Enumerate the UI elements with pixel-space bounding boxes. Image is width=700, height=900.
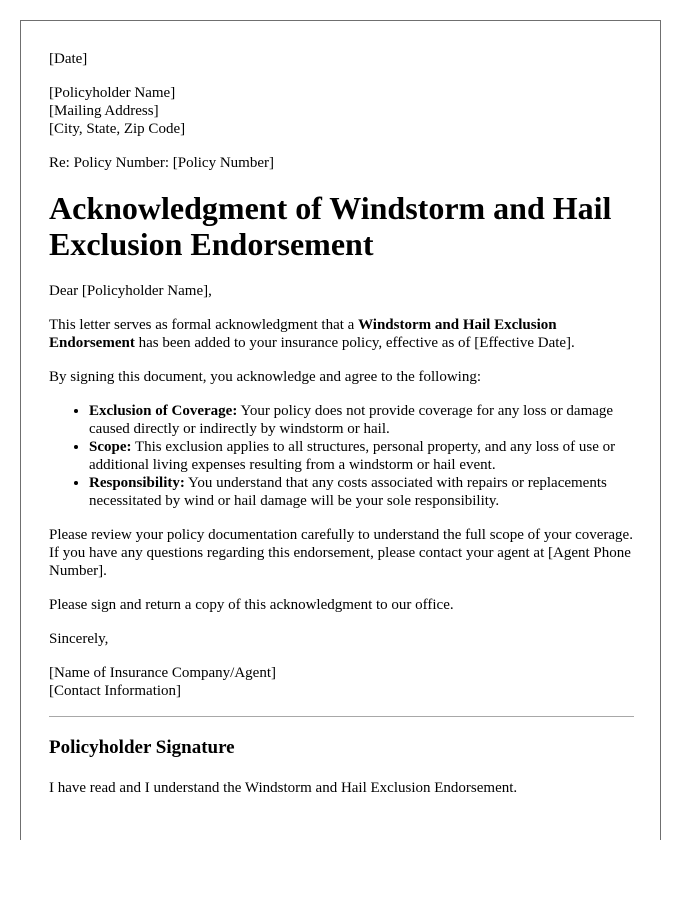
intro-paragraph xyxy=(49,316,634,352)
term-text: This exclusion applies to all structures, personal property, and any loss of use or additional living expenses resulting from a windstorm or hail event. xyxy=(89,439,616,473)
terms-list xyxy=(49,402,634,510)
section-divider xyxy=(49,716,634,717)
term-text: Your policy does not provide coverage for any loss or damage caused directly or indirectly by windstorm or hail. xyxy=(89,403,614,437)
term-label: Exclusion of Coverage: xyxy=(89,403,238,419)
sender-name: [Name of Insurance Company/Agent] xyxy=(49,665,277,681)
review-paragraph: Please review your policy documentation carefully to understand the full scope of your coverage. If you have any questions regarding this endorsement, please contact your agent at [Agent Phone Number]. xyxy=(49,527,633,579)
sender-block xyxy=(49,664,634,700)
acknowledgment-lead: By signing this document, you acknowledge and agree to the following: xyxy=(49,369,481,385)
letter-page xyxy=(20,20,661,840)
signature-statement: I have read and I understand the Windstorm and Hail Exclusion Endorsement. xyxy=(49,780,518,796)
letter-closing: Sincerely, xyxy=(49,631,109,647)
recipient-name: [Policyholder Name] xyxy=(49,85,176,101)
term-text: You understand that any costs associated with repairs or replacements necessitated by wind or hail damage will be your sole responsibility. xyxy=(89,475,607,509)
policy-reference-line: Re: Policy Number: [Policy Number] xyxy=(49,155,274,171)
letter-greeting: Dear [Policyholder Name], xyxy=(49,283,212,299)
sender-contact: [Contact Information] xyxy=(49,683,182,699)
term-label: Responsibility: xyxy=(89,475,185,491)
recipient-mailing-address: [Mailing Address] xyxy=(49,103,159,119)
return-instruction: Please sign and return a copy of this acknowledgment to our office. xyxy=(49,597,454,613)
letter-content xyxy=(49,50,634,797)
recipient-address-block xyxy=(49,84,634,138)
intro-text-before: This letter serves as formal acknowledgment that a xyxy=(49,317,359,333)
letter-title: Acknowledgment of Windstorm and Hail Exclusion Endorsement xyxy=(49,190,612,262)
term-item-scope xyxy=(89,438,634,474)
term-label: Scope: xyxy=(89,439,132,455)
letter-date: [Date] xyxy=(49,51,88,67)
intro-endorsement-name: Windstorm and Hail Exclusion Endorsement xyxy=(49,317,557,351)
recipient-city-state-zip: [City, State, Zip Code] xyxy=(49,121,186,137)
term-item-exclusion xyxy=(89,402,634,438)
intro-text-after: has been added to your insurance policy, effective as of [Effective Date]. xyxy=(134,335,575,351)
signature-heading: Policyholder Signature xyxy=(49,737,235,758)
term-item-responsibility xyxy=(89,474,634,510)
